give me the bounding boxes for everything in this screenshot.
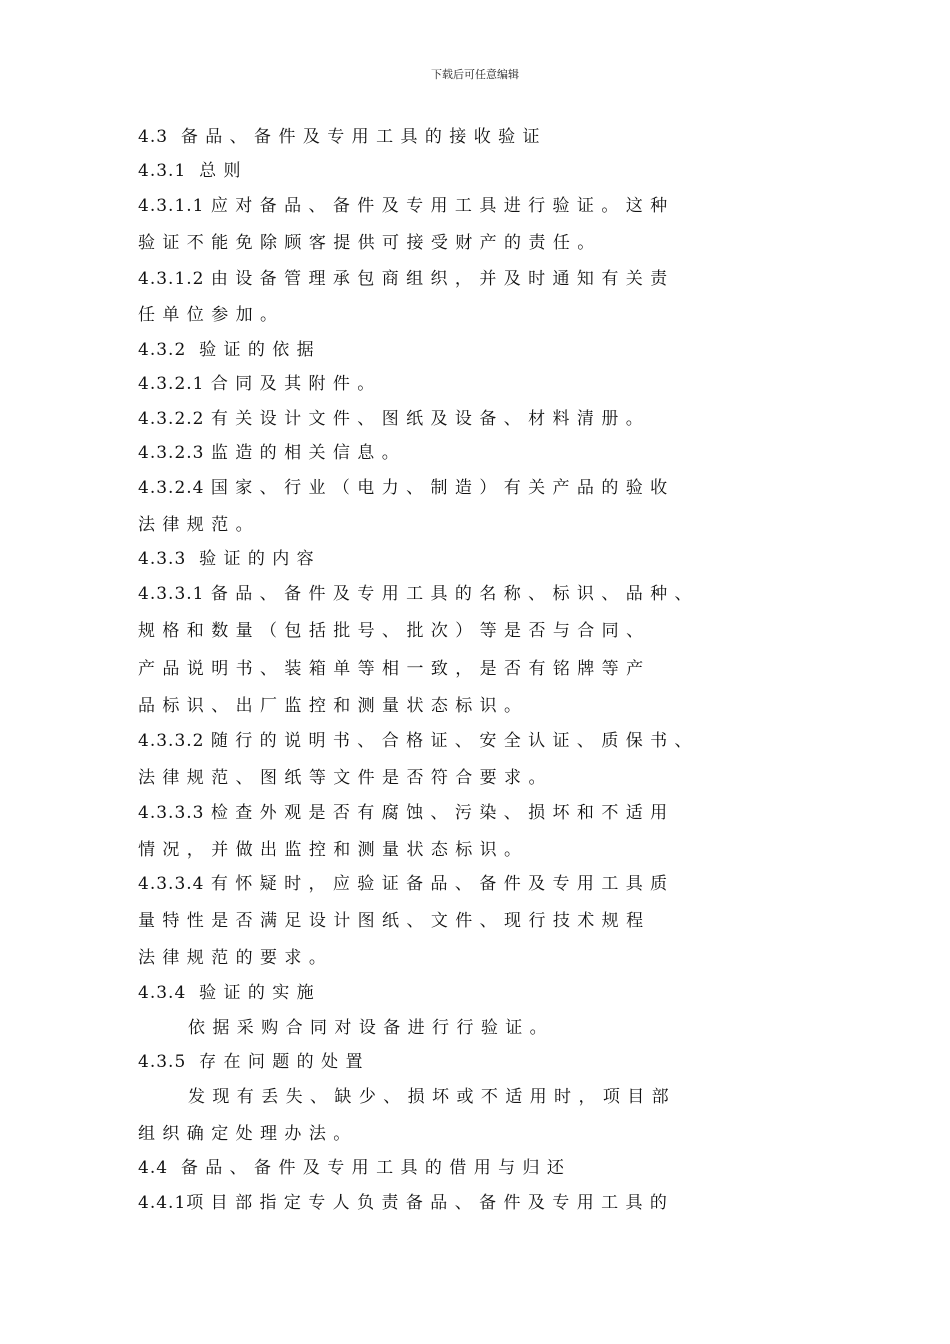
section-heading-4-3: 4.3 备 品 、 备 件 及 专 用 工 具 的 接 收 验 证 [138, 127, 541, 147]
paragraph-line: 情 况 ， 并 做 出 监 控 和 测 量 状 态 标 识 。 [138, 840, 523, 860]
paragraph-line: 规 格 和 数 量 （ 包 括 批 号 、 批 次 ） 等 是 否 与 合 同 、 [138, 621, 645, 641]
paragraph-line: 4.3.2.3 监 造 的 相 关 信 息 。 [138, 443, 400, 463]
paragraph-line: 依 据 采 购 合 同 对 设 备 进 行 行 验 证 。 [188, 1018, 548, 1038]
paragraph-line: 发 现 有 丢 失 、 缺 少 、 损 坏 或 不 适 用 时 ， 项 目 部 [188, 1087, 670, 1107]
paragraph-line: 4.3.1.1 应 对 备 品 、 备 件 及 专 用 工 具 进 行 验 证 。 这 种 [138, 196, 669, 216]
paragraph-line: 4.3.3.4 有 怀 疑 时 ， 应 验 证 备 品 、 备 件 及 专 用 工 具 质 [138, 874, 669, 894]
paragraph-line: 组 织 确 定 处 理 办 法 。 [138, 1124, 352, 1144]
paragraph-line: 4.3.3.1 备 品 、 备 件 及 专 用 工 具 的 名 称 、 标 识 、 品 种 、 [138, 584, 693, 604]
paragraph-line: 4.3.2.2 有 关 设 计 文 件 、 图 纸 及 设 备 、 材 料 清 册 。 [138, 409, 644, 429]
paragraph-line: 4.3.3.2 随 行 的 说 明 书 、 合 格 证 、 安 全 认 证 、 质 保 书 、 [138, 731, 693, 751]
paragraph-line: 产 品 说 明 书 、 装 箱 单 等 相 一 致 ， 是 否 有 铭 牌 等 产 [138, 659, 645, 679]
paragraph-line: 4.3.3.3 检 查 外 观 是 否 有 腐 蚀 、 污 染 、 损 坏 和 不 适 用 [138, 803, 669, 823]
paragraph-line: 法 律 规 范 的 要 求 。 [138, 948, 327, 968]
subsection-heading-4-3-5: 4.3.5 存 在 问 题 的 处 置 [138, 1052, 364, 1072]
paragraph-line: 法 律 规 范 。 [138, 515, 254, 535]
paragraph-line: 量 特 性 是 否 满 足 设 计 图 纸 、 文 件 、 现 行 技 术 规 程 [138, 911, 645, 931]
paragraph-line: 法 律 规 范 、 图 纸 等 文 件 是 否 符 合 要 求 。 [138, 768, 547, 788]
paragraph-line: 4.4.1项 目 部 指 定 专 人 负 责 备 品 、 备 件 及 专 用 工 具 的 [138, 1193, 668, 1213]
page-header: 下载后可任意编辑 [431, 68, 519, 81]
paragraph-line: 4.3.2.4 国 家 、 行 业 （ 电 力 、 制 造 ） 有 关 产 品 的 验 收 [138, 478, 669, 498]
paragraph-line: 任 单 位 参 加 。 [138, 305, 279, 325]
paragraph-line: 品 标 识 、 出 厂 监 控 和 测 量 状 态 标 识 。 [138, 696, 523, 716]
paragraph-line: 验 证 不 能 免 除 顾 客 提 供 可 接 受 财 产 的 责 任 。 [138, 233, 596, 253]
section-heading-4-4: 4.4 备 品 、 备 件 及 专 用 工 具 的 借 用 与 归 还 [138, 1158, 565, 1178]
subsection-heading-4-3-2: 4.3.2 验 证 的 依 据 [138, 340, 315, 360]
paragraph-line: 4.3.2.1 合 同 及 其 附 件 。 [138, 374, 376, 394]
paragraph-line: 4.3.1.2 由 设 备 管 理 承 包 商 组 织 ， 并 及 时 通 知 有 关 责 [138, 269, 669, 289]
subsection-heading-4-3-4: 4.3.4 验 证 的 实 施 [138, 983, 315, 1003]
subsection-heading-4-3-1: 4.3.1 总 则 [138, 161, 242, 181]
subsection-heading-4-3-3: 4.3.3 验 证 的 内 容 [138, 549, 315, 569]
